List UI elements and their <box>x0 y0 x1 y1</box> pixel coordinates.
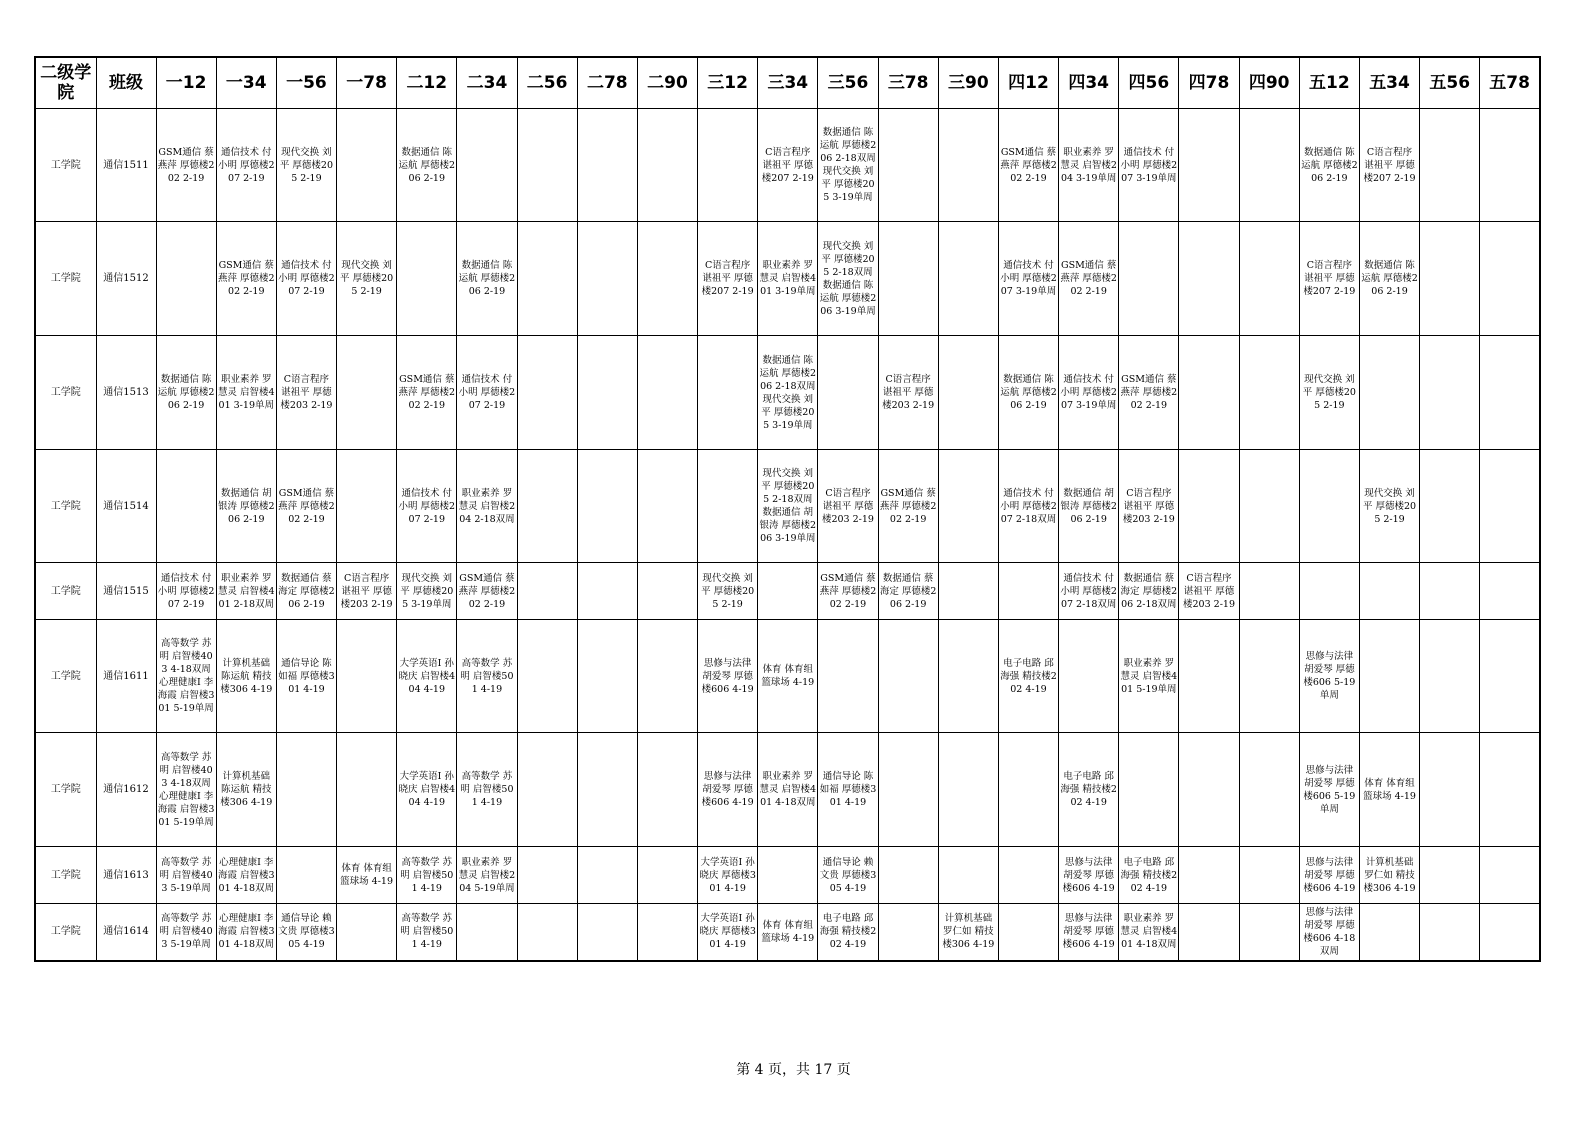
course-cell <box>517 847 577 904</box>
course-cell <box>1420 450 1480 563</box>
course-cell <box>517 222 577 336</box>
course-cell <box>938 450 998 563</box>
college-cell: 工学院 <box>35 563 96 620</box>
course-cell <box>1420 563 1480 620</box>
college-cell: 工学院 <box>35 222 96 336</box>
header-period: 五34 <box>1359 57 1419 109</box>
course-cell <box>1480 620 1540 733</box>
course-cell: 通信技术 付小明 厚德楼207 2-19 <box>156 563 216 620</box>
header-period: 一34 <box>216 57 276 109</box>
course-cell <box>1480 222 1540 336</box>
course-cell: 通信技术 付小明 厚德楼207 2-18双周 <box>1059 563 1119 620</box>
table-row <box>35 109 1540 222</box>
course-cell: C语言程序 谌祖平 厚德楼203 2-19 <box>1119 450 1179 563</box>
header-period: 二78 <box>577 57 637 109</box>
course-cell: 思修与法律 胡爱琴 厚德楼606 4-19 <box>1059 904 1119 961</box>
course-cell <box>337 109 397 222</box>
course-cell: 思修与法律 胡爱琴 厚德楼606 5-19单周 <box>1299 620 1359 733</box>
course-cell <box>1420 620 1480 733</box>
course-cell <box>1420 733 1480 847</box>
header-period: 二12 <box>397 57 457 109</box>
course-cell <box>276 733 336 847</box>
header-period: 四90 <box>1239 57 1299 109</box>
class-cell: 通信1512 <box>96 222 156 336</box>
course-cell: 思修与法律 胡爱琴 厚德楼606 4-19 <box>1059 847 1119 904</box>
course-cell <box>1420 847 1480 904</box>
course-cell: 职业素养 罗慧灵 启智楼401 2-18双周 <box>216 563 276 620</box>
course-cell: 大学英语Ⅰ 孙晓庆 启智楼404 4-19 <box>397 620 457 733</box>
course-cell: 现代交换 刘平 厚德楼205 2-19 <box>276 109 336 222</box>
page-footer: 第 4 页，共 17 页 <box>736 1062 851 1078</box>
course-cell: 高等数学 苏明 启智楼403 5-19单周 <box>156 904 216 961</box>
course-cell: 职业素养 罗慧灵 启智楼401 4-18双周 <box>758 733 818 847</box>
course-cell: 体育 体育组 篮球场 4-19 <box>758 620 818 733</box>
course-cell <box>517 109 577 222</box>
course-cell: 数据通信 陈运航 厚德楼206 2-19 <box>397 109 457 222</box>
course-cell <box>577 563 637 620</box>
course-cell: 高等数学 苏明 启智楼501 4-19 <box>457 733 517 847</box>
class-cell: 通信1515 <box>96 563 156 620</box>
course-cell <box>577 847 637 904</box>
course-cell: 通信技术 付小明 厚德楼207 3-19单周 <box>998 222 1058 336</box>
header-period: 五12 <box>1299 57 1359 109</box>
course-cell <box>1179 450 1239 563</box>
course-cell <box>1119 222 1179 336</box>
course-cell <box>758 563 818 620</box>
course-cell <box>1420 222 1480 336</box>
course-cell: 通信技术 付小明 厚德楼207 3-19单周 <box>1059 336 1119 450</box>
course-cell: GSM通信 蔡燕萍 厚德楼202 2-19 <box>818 563 878 620</box>
class-cell: 通信1513 <box>96 336 156 450</box>
course-cell <box>1480 904 1540 961</box>
course-cell: 数据通信 陈运航 厚德楼206 2-19 <box>457 222 517 336</box>
course-cell: 通信技术 付小明 厚德楼207 2-19 <box>457 336 517 450</box>
course-cell: GSM通信 蔡燕萍 厚德楼202 2-19 <box>276 450 336 563</box>
course-cell: 高等数学 苏明 启智楼403 4-18双周 心理健康Ⅰ 李海霞 启智楼301 5-19单周 <box>156 620 216 733</box>
course-cell <box>637 733 697 847</box>
course-cell <box>637 336 697 450</box>
course-cell <box>637 847 697 904</box>
college-cell: 工学院 <box>35 336 96 450</box>
course-cell <box>1179 733 1239 847</box>
course-cell <box>938 222 998 336</box>
course-cell: 思修与法律 胡爱琴 厚德楼606 5-19单周 <box>1299 733 1359 847</box>
course-cell <box>698 450 758 563</box>
course-cell <box>457 109 517 222</box>
course-cell <box>1420 336 1480 450</box>
table-row <box>35 733 1540 847</box>
course-cell <box>1179 222 1239 336</box>
course-cell <box>1239 620 1299 733</box>
course-cell: 通信技术 付小明 厚德楼207 2-19 <box>216 109 276 222</box>
course-cell: 高等数学 苏明 启智楼501 4-19 <box>397 847 457 904</box>
course-cell <box>1359 620 1419 733</box>
course-cell <box>938 336 998 450</box>
course-cell <box>337 450 397 563</box>
course-cell: 计算机基础 陈运航 精技楼306 4-19 <box>216 733 276 847</box>
course-cell <box>577 450 637 563</box>
course-cell <box>337 904 397 961</box>
course-cell: 体育 体育组 篮球场 4-19 <box>337 847 397 904</box>
course-cell <box>938 563 998 620</box>
course-cell: 心理健康Ⅰ 李海霞 启智楼301 4-18双周 <box>216 904 276 961</box>
course-cell <box>337 620 397 733</box>
course-cell: 通信导论 赖文贵 厚德楼305 4-19 <box>276 904 336 961</box>
course-cell <box>397 222 457 336</box>
course-cell: 思修与法律 胡爱琴 厚德楼606 4-19 <box>1299 847 1359 904</box>
header-period: 三34 <box>758 57 818 109</box>
course-cell <box>1480 336 1540 450</box>
course-cell: 体育 体育组 篮球场 4-19 <box>1359 733 1419 847</box>
course-cell <box>1239 336 1299 450</box>
college-cell: 工学院 <box>35 847 96 904</box>
course-cell: 现代交换 刘平 厚德楼205 2-18双周 数据通信 胡银涛 厚德楼206 3-19单周 <box>758 450 818 563</box>
header-period: 四78 <box>1179 57 1239 109</box>
course-cell: 数据通信 蔡海定 厚德楼206 2-19 <box>276 563 336 620</box>
course-cell: 职业素养 罗慧灵 启智楼401 3-19单周 <box>758 222 818 336</box>
course-cell <box>1299 450 1359 563</box>
course-cell <box>1179 109 1239 222</box>
course-cell: C语言程序 谌祖平 厚德楼203 2-19 <box>276 336 336 450</box>
course-cell <box>1480 109 1540 222</box>
course-cell: 通信导论 陈如福 厚德楼301 4-19 <box>276 620 336 733</box>
header-period: 二34 <box>457 57 517 109</box>
header-period: 一12 <box>156 57 216 109</box>
course-cell <box>938 620 998 733</box>
college-cell: 工学院 <box>35 450 96 563</box>
course-cell: GSM通信 蔡燕萍 厚德楼202 2-19 <box>216 222 276 336</box>
course-cell: C语言程序 谌祖平 厚德楼203 2-19 <box>337 563 397 620</box>
header-period: 二90 <box>637 57 697 109</box>
class-cell: 通信1514 <box>96 450 156 563</box>
schedule-table <box>34 56 1541 962</box>
table-row <box>35 450 1540 563</box>
course-cell <box>1299 563 1359 620</box>
course-cell: 电子电路 邱海强 精技楼202 4-19 <box>1059 733 1119 847</box>
course-cell: 通信技术 付小明 厚德楼207 2-19 <box>397 450 457 563</box>
course-cell: GSM通信 蔡燕萍 厚德楼202 2-19 <box>1119 336 1179 450</box>
header-period: 四56 <box>1119 57 1179 109</box>
course-cell: 数据通信 胡银涛 厚德楼206 2-19 <box>1059 450 1119 563</box>
course-cell: 数据通信 陈运航 厚德楼206 2-18双周 现代交换 刘平 厚德楼205 3-19单周 <box>758 336 818 450</box>
course-cell: 数据通信 陈运航 厚德楼206 2-19 <box>156 336 216 450</box>
course-cell: 现代交换 刘平 厚德楼205 2-19 <box>337 222 397 336</box>
course-cell: C语言程序 谌祖平 厚德楼207 2-19 <box>698 222 758 336</box>
header-period: 五56 <box>1420 57 1480 109</box>
course-cell <box>337 733 397 847</box>
course-cell: 通信导论 陈如福 厚德楼301 4-19 <box>818 733 878 847</box>
course-cell: 现代交换 刘平 厚德楼205 2-19 <box>1299 336 1359 450</box>
course-cell <box>637 222 697 336</box>
course-cell <box>1179 847 1239 904</box>
table-row <box>35 336 1540 450</box>
table-row <box>35 563 1540 620</box>
class-cell: 通信1613 <box>96 847 156 904</box>
course-cell <box>878 904 938 961</box>
course-cell: 大学英语Ⅰ 孙晓庆 启智楼404 4-19 <box>397 733 457 847</box>
course-cell <box>517 904 577 961</box>
header-college: 二级学院 <box>35 57 96 109</box>
course-cell <box>577 109 637 222</box>
course-cell <box>1420 904 1480 961</box>
course-cell: 职业素养 罗慧灵 启智楼401 4-18双周 <box>1119 904 1179 961</box>
course-cell <box>1480 450 1540 563</box>
course-cell: C语言程序 谌祖平 厚德楼207 2-19 <box>1299 222 1359 336</box>
course-cell <box>637 109 697 222</box>
course-cell <box>1359 904 1419 961</box>
class-cell: 通信1614 <box>96 904 156 961</box>
course-cell <box>938 733 998 847</box>
header-period: 三78 <box>878 57 938 109</box>
course-cell: 计算机基础 陈运航 精技楼306 4-19 <box>216 620 276 733</box>
course-cell <box>998 904 1058 961</box>
course-cell <box>1480 733 1540 847</box>
course-cell <box>517 336 577 450</box>
course-cell: 职业素养 罗慧灵 启智楼204 3-19单周 <box>1059 109 1119 222</box>
course-cell <box>517 450 577 563</box>
college-cell: 工学院 <box>35 904 96 961</box>
header-period: 二56 <box>517 57 577 109</box>
course-cell <box>878 733 938 847</box>
header-period: 一56 <box>276 57 336 109</box>
header-period: 三90 <box>938 57 998 109</box>
course-cell <box>577 904 637 961</box>
course-cell <box>818 620 878 733</box>
course-cell: C语言程序 谌祖平 厚德楼203 2-19 <box>818 450 878 563</box>
course-cell: 计算机基础 罗仁如 精技楼306 4-19 <box>1359 847 1419 904</box>
course-cell <box>577 336 637 450</box>
course-cell: 高等数学 苏明 启智楼403 5-19单周 <box>156 847 216 904</box>
course-cell <box>637 904 697 961</box>
course-cell: 职业素养 罗慧灵 启智楼204 5-19单周 <box>457 847 517 904</box>
course-cell <box>577 620 637 733</box>
course-cell <box>758 847 818 904</box>
table-row <box>35 904 1540 961</box>
course-cell: 职业素养 罗慧灵 启智楼401 3-19单周 <box>216 336 276 450</box>
header-row <box>35 57 1540 109</box>
college-cell: 工学院 <box>35 109 96 222</box>
course-cell: 思修与法律 胡爱琴 厚德楼606 4-19 <box>698 733 758 847</box>
header-class: 班级 <box>96 57 156 109</box>
table-row <box>35 222 1540 336</box>
header-period: 四34 <box>1059 57 1119 109</box>
course-cell <box>818 336 878 450</box>
course-cell <box>637 563 697 620</box>
course-cell: 职业素养 罗慧灵 启智楼401 5-19单周 <box>1119 620 1179 733</box>
course-cell <box>1119 733 1179 847</box>
header-period: 一78 <box>337 57 397 109</box>
table-row <box>35 847 1540 904</box>
course-cell: C语言程序 谌祖平 厚德楼203 2-19 <box>878 336 938 450</box>
course-cell <box>998 563 1058 620</box>
course-cell: 高等数学 苏明 启智楼403 4-18双周 心理健康Ⅰ 李海霞 启智楼301 5-19单周 <box>156 733 216 847</box>
course-cell: 思修与法律 胡爱琴 厚德楼606 4-18双周 <box>1299 904 1359 961</box>
course-cell: 高等数学 苏明 启智楼501 4-19 <box>397 904 457 961</box>
course-cell: 计算机基础 罗仁如 精技楼306 4-19 <box>938 904 998 961</box>
course-cell <box>878 847 938 904</box>
course-cell: 电子电路 邱海强 精技楼202 4-19 <box>1119 847 1179 904</box>
course-cell <box>1420 109 1480 222</box>
course-cell <box>1179 904 1239 961</box>
course-cell <box>1359 563 1419 620</box>
college-cell: 工学院 <box>35 733 96 847</box>
course-cell <box>1239 904 1299 961</box>
class-cell: 通信1611 <box>96 620 156 733</box>
course-cell: GSM通信 蔡燕萍 厚德楼202 2-19 <box>1059 222 1119 336</box>
course-cell <box>878 109 938 222</box>
course-cell: 心理健康Ⅰ 李海霞 启智楼301 4-18双周 <box>216 847 276 904</box>
header-period: 三56 <box>818 57 878 109</box>
course-cell <box>577 733 637 847</box>
course-cell <box>457 904 517 961</box>
course-cell <box>517 733 577 847</box>
course-cell: 电子电路 邱海强 精技楼202 4-19 <box>818 904 878 961</box>
course-cell <box>276 847 336 904</box>
course-cell <box>1179 620 1239 733</box>
course-cell: 电子电路 邱海强 精技楼202 4-19 <box>998 620 1058 733</box>
course-cell: 大学英语Ⅰ 孙晓庆 厚德楼301 4-19 <box>698 904 758 961</box>
college-cell: 工学院 <box>35 620 96 733</box>
course-cell <box>1239 450 1299 563</box>
course-cell: 现代交换 刘平 厚德楼205 2-19 <box>698 563 758 620</box>
course-cell: 大学英语Ⅰ 孙晓庆 厚德楼301 4-19 <box>698 847 758 904</box>
course-cell: 通信技术 付小明 厚德楼207 3-19单周 <box>1119 109 1179 222</box>
course-cell <box>938 109 998 222</box>
class-cell: 通信1511 <box>96 109 156 222</box>
course-cell <box>156 450 216 563</box>
course-cell <box>1059 620 1119 733</box>
course-cell: GSM通信 蔡燕萍 厚德楼202 2-19 <box>457 563 517 620</box>
course-cell <box>1239 109 1299 222</box>
course-cell <box>998 847 1058 904</box>
course-cell: 数据通信 陈运航 厚德楼206 2-18双周 现代交换 刘平 厚德楼205 3-19单周 <box>818 109 878 222</box>
course-cell <box>878 222 938 336</box>
course-cell <box>577 222 637 336</box>
course-cell: 数据通信 蔡海定 厚德楼206 2-18双周 <box>1119 563 1179 620</box>
course-cell <box>1239 847 1299 904</box>
course-cell: GSM通信 蔡燕萍 厚德楼202 2-19 <box>998 109 1058 222</box>
course-cell <box>637 450 697 563</box>
course-cell: 现代交换 刘平 厚德楼205 2-19 <box>1359 450 1419 563</box>
course-cell: 通信技术 付小明 厚德楼207 2-18双周 <box>998 450 1058 563</box>
course-cell <box>156 222 216 336</box>
course-cell: 通信导论 赖文贵 厚德楼305 4-19 <box>818 847 878 904</box>
course-cell: 现代交换 刘平 厚德楼205 2-18双周 数据通信 陈运航 厚德楼206 3-19单周 <box>818 222 878 336</box>
course-cell: 现代交换 刘平 厚德楼205 3-19单周 <box>397 563 457 620</box>
course-cell: C语言程序 谌祖平 厚德楼207 2-19 <box>1359 109 1419 222</box>
course-cell: 高等数学 苏明 启智楼501 4-19 <box>457 620 517 733</box>
header-period: 五78 <box>1480 57 1540 109</box>
class-cell: 通信1612 <box>96 733 156 847</box>
course-cell <box>517 563 577 620</box>
course-cell <box>517 620 577 733</box>
table-row <box>35 620 1540 733</box>
course-cell <box>1239 733 1299 847</box>
course-cell <box>698 336 758 450</box>
course-cell: C语言程序 谌祖平 厚德楼207 2-19 <box>758 109 818 222</box>
course-cell <box>1239 222 1299 336</box>
course-cell: 通信技术 付小明 厚德楼207 2-19 <box>276 222 336 336</box>
course-cell <box>1359 336 1419 450</box>
course-cell <box>1239 563 1299 620</box>
course-cell <box>1480 563 1540 620</box>
course-cell: 思修与法律 胡爱琴 厚德楼606 4-19 <box>698 620 758 733</box>
course-cell: 数据通信 陈运航 厚德楼206 2-19 <box>998 336 1058 450</box>
course-cell: 体育 体育组 篮球场 4-19 <box>758 904 818 961</box>
course-cell <box>1179 336 1239 450</box>
course-cell: 职业素养 罗慧灵 启智楼204 2-18双周 <box>457 450 517 563</box>
course-cell: 数据通信 胡银涛 厚德楼206 2-19 <box>216 450 276 563</box>
course-cell <box>938 847 998 904</box>
course-cell <box>998 733 1058 847</box>
course-cell: 数据通信 陈运航 厚德楼206 2-19 <box>1299 109 1359 222</box>
header-period: 四12 <box>998 57 1058 109</box>
course-cell: C语言程序 谌祖平 厚德楼203 2-19 <box>1179 563 1239 620</box>
course-cell: GSM通信 蔡燕萍 厚德楼202 2-19 <box>878 450 938 563</box>
course-cell: GSM通信 蔡燕萍 厚德楼202 2-19 <box>156 109 216 222</box>
header-period: 三12 <box>698 57 758 109</box>
course-cell <box>698 109 758 222</box>
course-cell <box>1480 847 1540 904</box>
course-cell: GSM通信 蔡燕萍 厚德楼202 2-19 <box>397 336 457 450</box>
course-cell: 数据通信 陈运航 厚德楼206 2-19 <box>1359 222 1419 336</box>
course-cell <box>878 620 938 733</box>
course-cell <box>337 336 397 450</box>
course-cell: 数据通信 蔡海定 厚德楼206 2-19 <box>878 563 938 620</box>
course-cell <box>637 620 697 733</box>
